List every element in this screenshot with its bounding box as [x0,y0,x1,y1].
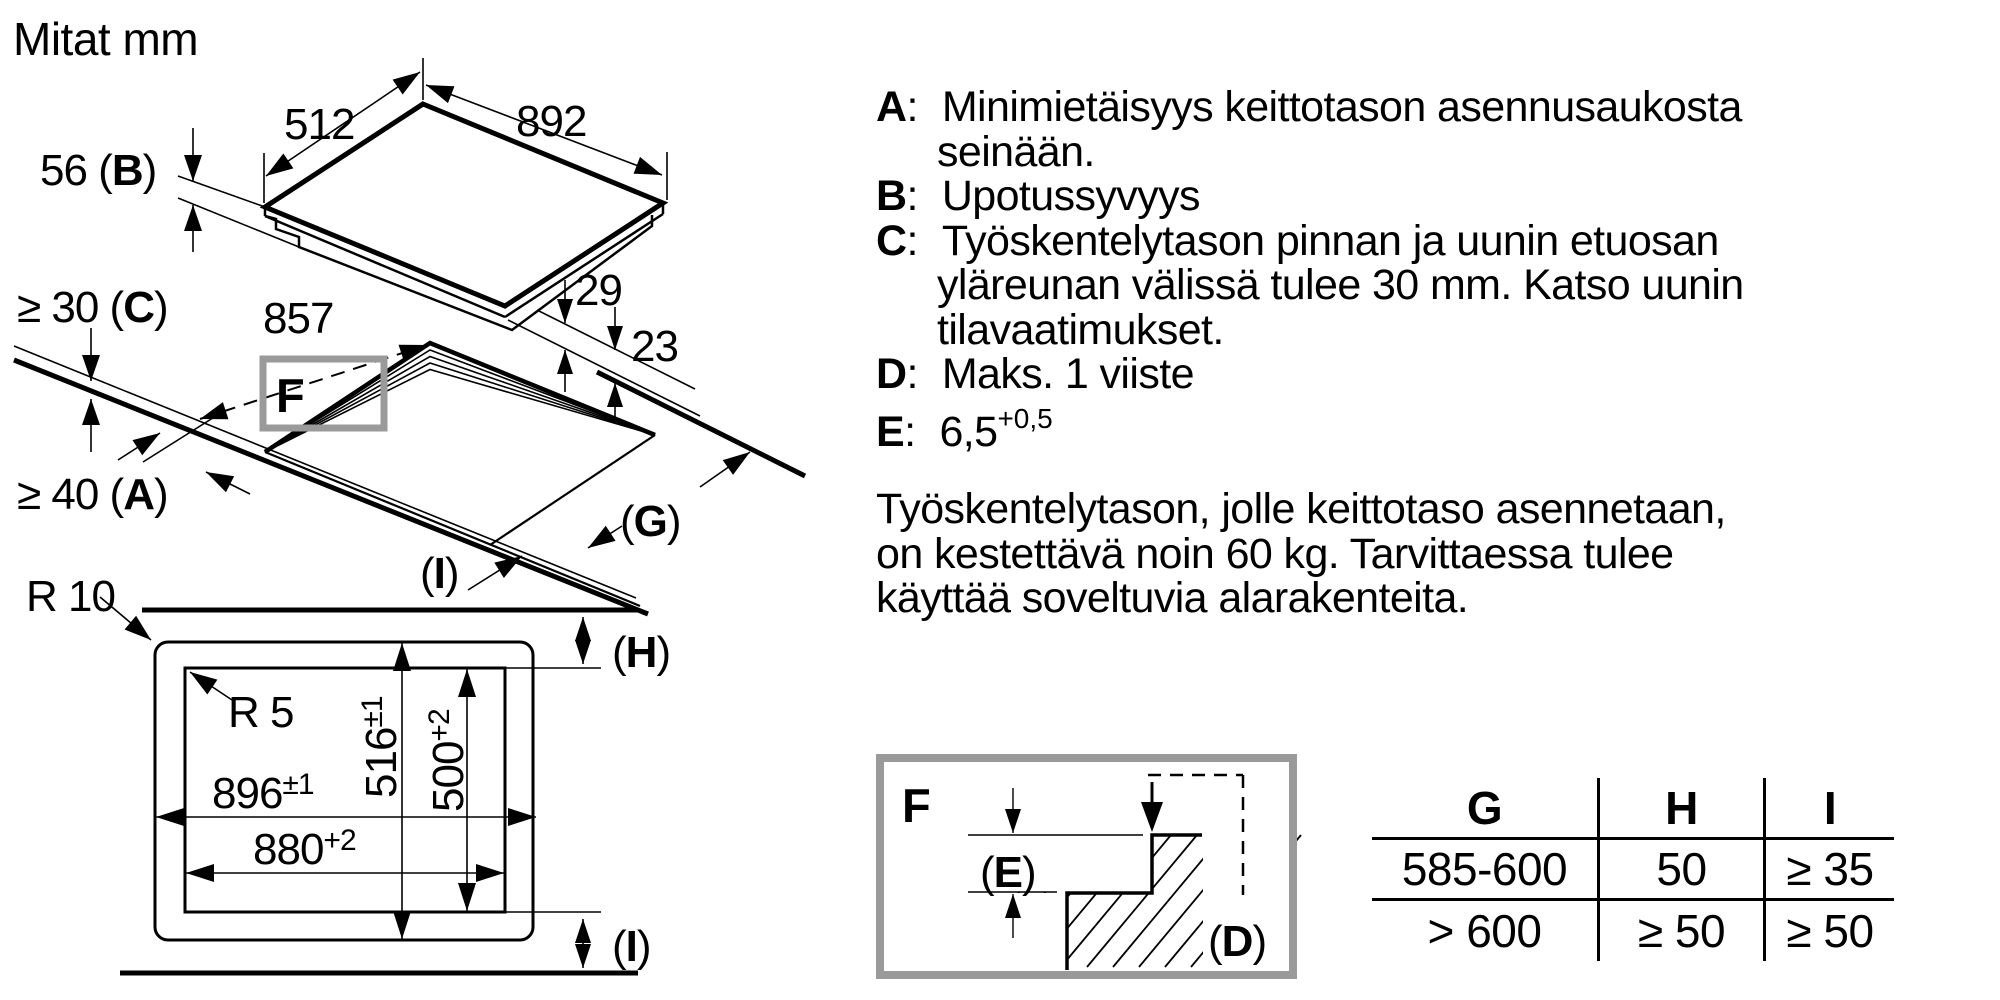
table-header-i: I [1765,778,1895,839]
legend-line: E: $6,5^{+0,5}$ [876,402,1053,456]
legend [876,85,1744,454]
legend-line: B: Upotussyvyys [876,172,1200,220]
isometric-hob-drawing [14,58,805,614]
dim-label-d: (D) [1208,917,1267,966]
dim-label-e: (E) [980,848,1036,897]
table-header-row [1372,778,1894,839]
dim-label-h: (H) [612,628,671,677]
dim-label-56-b: 56 (B) [40,146,157,195]
dim-label-892: 892 [516,97,587,146]
legend-line: yläreunan välissä tulee 30 mm. Katso uunin [937,261,1744,309]
note-line: käyttää soveltuvia alarakenteita. [876,574,1469,622]
label-f-iso: F [276,369,305,422]
dim-label-40-a: ≥ 40 (A) [17,470,168,519]
table-header-h: H [1599,778,1765,839]
dim-label-g: (G) [620,497,681,546]
legend-line: seinään. [937,127,1095,176]
dim-i-front [575,919,591,968]
label-r5: R 5 [228,688,294,737]
dim-label-30-c: ≥ 30 (C) [17,283,168,332]
label-f-detail: F [902,779,931,832]
table-cell: > 600 [1427,905,1542,957]
dim-label-512: 512 [284,100,355,149]
note-line: Työskentelytason, jolle keittotaso asennetaan, [876,485,1726,533]
label-r10: R 10 [26,572,115,621]
dim-label-i-front: (I) [612,922,651,971]
dim-h [575,617,591,664]
legend-line: D: Maks. 1 viiste [876,350,1194,398]
dim-i-iso [468,556,522,590]
legend-line: C: Työskentelytason pinnan ja uunin etuosan [876,216,1719,265]
dim-label-i-iso: (I) [420,549,459,598]
table-cell: ≥ 35 [1765,839,1895,900]
dim-56-b [178,128,299,252]
legend-line: A: Minimietäisyys keittotason asennusaukosta [876,83,1742,131]
dim-880 [186,864,504,882]
note-line: on kestettävä noin 60 kg. Tarvittaessa tulee [876,529,1674,578]
dim-label-896: $896^{\pm 1}$ [212,768,314,818]
table-cell: 50 [1599,839,1765,900]
dim-label-857: 857 [263,294,334,343]
load-note [876,487,1726,621]
legend-line: tilavaatimukset. [937,305,1224,354]
dim-label-29: 29 [575,266,622,315]
table-cell: ≥ 50 [1599,900,1765,962]
dim-29 [557,280,573,392]
table-row [1372,900,1894,962]
dim-23 [607,307,623,424]
dim-label-23: 23 [631,322,678,371]
table-header-g: G [1372,778,1599,839]
dim-label-500: $500^{+2}$ [423,709,473,812]
dim-label-516: $516^{\pm 1}$ [356,696,406,798]
table-cell: ≥ 50 [1765,900,1895,962]
table-cell: 585-600 [1372,839,1599,900]
table-row [1372,839,1894,900]
ghi-dimension-table [1372,778,1894,961]
page-title: Mitat mm [13,13,199,65]
dim-label-880: $880^{+2}$ [253,824,356,874]
